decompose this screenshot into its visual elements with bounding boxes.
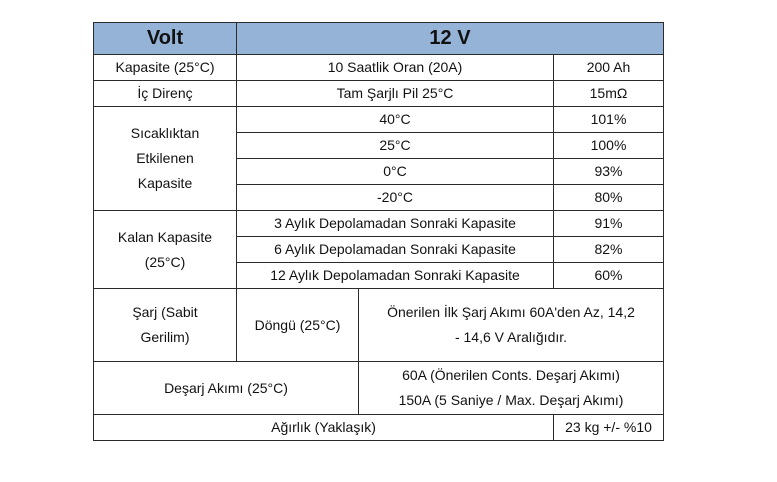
resistance-label: İç Direnç bbox=[94, 81, 237, 107]
header-row bbox=[94, 23, 664, 55]
resistance-row bbox=[94, 81, 664, 107]
storage-period: 3 Aylık Depolamadan Sonraki Kapasite bbox=[237, 211, 554, 237]
charge-text-line: Önerilen İlk Şarj Akımı 60A'den Az, 14,2 bbox=[387, 304, 635, 320]
charge-text-line: - 14,6 V Aralığıdır. bbox=[454, 329, 568, 345]
discharge-line: 150A (5 Saniye / Max. Deşarj Akımı) bbox=[398, 392, 624, 408]
remaining-label-line: Kalan Kapasite bbox=[117, 228, 213, 245]
storage-period: 12 Aylık Depolamadan Sonraki Kapasite bbox=[237, 263, 554, 289]
remaining-row bbox=[94, 211, 664, 237]
capacity-row bbox=[94, 55, 664, 81]
discharge-label: Deşarj Akımı (25°C) bbox=[94, 362, 359, 415]
temp-value: 0°C bbox=[237, 159, 554, 185]
spec-sheet bbox=[93, 22, 663, 433]
charge-label bbox=[94, 289, 237, 362]
temp-label-line: Kapasite bbox=[137, 175, 193, 191]
temp-row bbox=[94, 107, 664, 133]
charge-row bbox=[94, 289, 664, 362]
remaining-percent: 82% bbox=[554, 237, 664, 263]
capacity-label: Kapasite (25°C) bbox=[94, 55, 237, 81]
temp-label-line: Etkilenen bbox=[136, 150, 194, 166]
temp-capacity-percent: 93% bbox=[554, 159, 664, 185]
charge-label-line: Gerilim) bbox=[140, 329, 190, 345]
remaining-capacity-label bbox=[94, 211, 237, 289]
temp-value: -20°C bbox=[237, 185, 554, 211]
volt-value: 12 V bbox=[237, 23, 664, 55]
temp-capacity-percent: 101% bbox=[554, 107, 664, 133]
storage-period: 6 Aylık Depolamadan Sonraki Kapasite bbox=[237, 237, 554, 263]
battery-spec-table bbox=[93, 22, 664, 441]
temp-capacity-percent: 80% bbox=[554, 185, 664, 211]
temp-value: 40°C bbox=[237, 107, 554, 133]
discharge-row bbox=[94, 362, 664, 415]
discharge-line: 60A (Önerilen Conts. Deşarj Akımı) bbox=[402, 367, 620, 383]
temp-capacity-label bbox=[94, 107, 237, 211]
remaining-percent: 60% bbox=[554, 263, 664, 289]
temp-label-line: Sıcaklıktan bbox=[130, 125, 200, 141]
temp-value: 25°C bbox=[237, 133, 554, 159]
remaining-label-line: (25°C) bbox=[144, 253, 186, 270]
resistance-condition: Tam Şarjlı Pil 25°C bbox=[237, 81, 554, 107]
weight-row bbox=[94, 415, 664, 441]
weight-label: Ağırlık (Yaklaşık) bbox=[94, 415, 554, 441]
discharge-values bbox=[359, 362, 664, 415]
volt-label: Volt bbox=[94, 23, 237, 55]
temp-capacity-percent: 100% bbox=[554, 133, 664, 159]
resistance-value: 15mΩ bbox=[554, 81, 664, 107]
capacity-value: 200 Ah bbox=[554, 55, 664, 81]
charge-description bbox=[359, 289, 664, 362]
remaining-percent: 91% bbox=[554, 211, 664, 237]
weight-value: 23 kg +/- %10 bbox=[554, 415, 664, 441]
charge-label-line: Şarj (Sabit bbox=[132, 304, 198, 320]
capacity-condition: 10 Saatlik Oran (20A) bbox=[237, 55, 554, 81]
charge-mode: Döngü (25°C) bbox=[237, 289, 359, 362]
